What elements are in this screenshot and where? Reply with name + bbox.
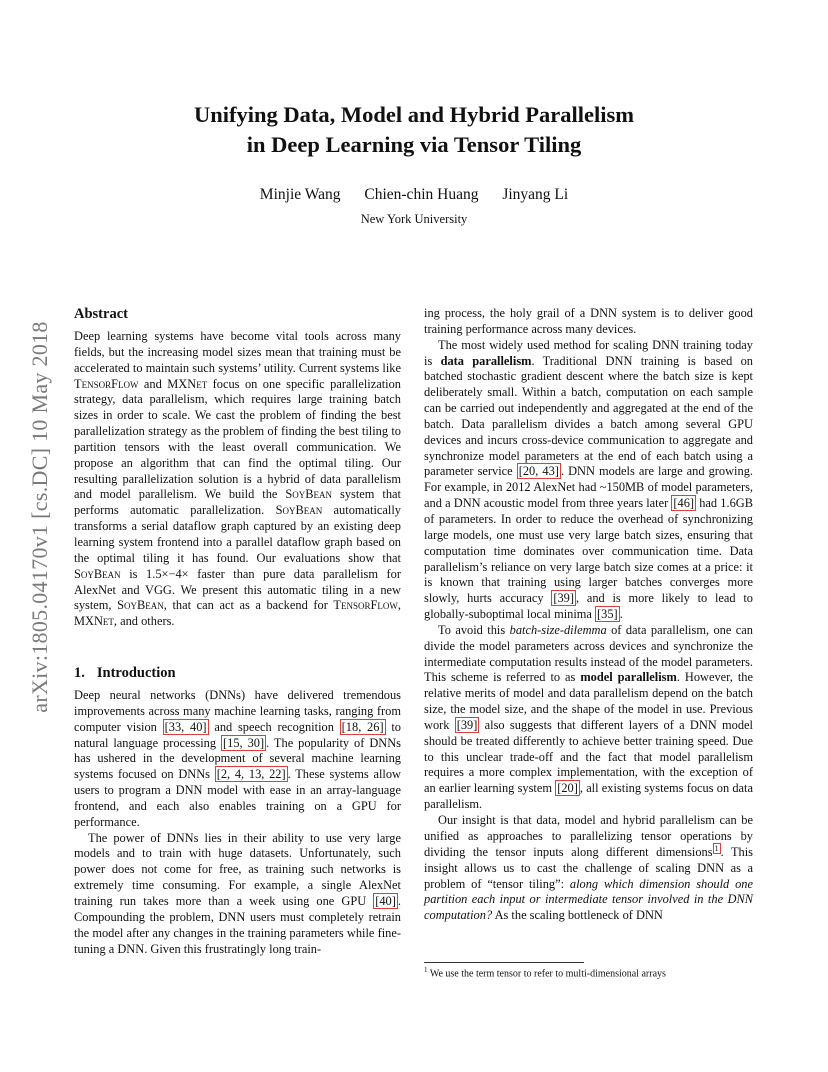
citation-link[interactable]: [18, 26] — [341, 719, 384, 734]
abstract-body: Deep learning systems have become vital tools across many fields, but the increasing model sizes mean that training must be accelerated to maintain such systems’ utility. Current systems like TensorFlow and MXNet focus on one specific parallelization strategy, data parallelism, which requires large training batch sizes in order to scale. We cast the problem of finding the best parallelization strategy as the problem of finding the best tiling to partition tensors with the least overall communication. We propose an algorithm that can find the optimal tiling. Our resulting parallelization solution is a hybrid of data parallelism and model parallelism. We build the SoyBean system that performs automatic parallelization. SoyBean automatically transforms a serial dataflow graph captured by an existing deep learning system frontend into a parallel dataflow graph based on the optimal tiling it has found. Our evaluations show that SoyBean is 1.5×−4× faster than pure data parallelism for AlexNet and VGG. We present this automatic tiling in a new system, SoyBean, that can act as a backend for TensorFlow, MXNet, and others. — [74, 329, 401, 629]
footnote-mark: 1 — [424, 966, 428, 974]
affiliation: New York University — [360, 212, 468, 226]
arxiv-sidebar — [20, 272, 60, 762]
author-name: Jinyang Li — [502, 186, 569, 203]
footnote-rule — [424, 962, 584, 963]
intro-paragraph-4: To avoid this batch-size-dilemma of data parallelism, one can divide the model parameters across devices and synchronize the intermediate computation results instead of the model parameters. This scheme is referred to as model parallelism. However, the relative merits of model and data parallelism depend on the batch size, the model size, and the shape of the model in use. Previous work [39] also suggests that different layers of a DNN model should be treated differently to achieve better training speed. Due to this unclear trade-off and the fact that model parallelism requires a more complex implementation, with the exception of an earlier learning system [20] , all existing systems focus on data parallelism. — [424, 622, 754, 812]
footnote-link[interactable]: 1 — [714, 843, 719, 853]
intro-paragraph-3: The most widely used method for scaling DNN training today is data parallelism. Traditional DNN training is based on batched stochastic gradient descent where the batch size is kept deliberately small. Within a batch, computation on each sample can be carried out independently and aggregated at the end of the batch. Data parallelism divides a batch among several GPU devices and incurs cross-device communication to aggregate and synchronize model parameters at the end of each batch using a parameter service [20, 43] . DNN models are large and growing. For example, in 2012 AlexNet had ~150MB of model parameters, and a DNN acoustic model from three years later [46] had 1.6GB of parameters. In order to reduce the overhead of synchronizing large models, one must use very large batch sizes, ensuring that computation time dominates over communication time. Data parallelism’s reliance on very large batch size comes at a price: it is known that training using larger batches converges more slowly, hurts accuracy [39] , and is more likely to lead to globally-suboptimal local minima [35] . — [424, 337, 753, 622]
citation-link[interactable]: [15, 30] — [223, 735, 265, 750]
citation-link[interactable]: [39] — [553, 591, 574, 606]
citation-link[interactable]: [35] — [597, 607, 618, 622]
footnote — [424, 962, 753, 979]
abstract-heading: Abstract — [74, 306, 128, 322]
intro-paragraph-1: Deep neural networks (DNNs) have delivered tremendous improvements across many machine learning tasks, ranging from computer vision [33, 40] and speech recognition [18, 26] to natural language processing [15, 30] . The popularity of DNNs has ushered in the development of several machine learning systems focused on DNNs [2, 4, 13, 22] . These systems allow users to program a DNN model with ease in an array-language frontend, and each also enables training on a GPU for performance. — [74, 688, 401, 829]
citation-link[interactable]: [40] — [375, 894, 396, 908]
intro-paragraph-2: The power of DNNs lies in their ability to use very large models and to train with huge datasets. Unfortunately, such power does not come for free, as training such networks is extremely time consuming. For example, a single AlexNet training run takes more than a week using one GPU [40] . Compounding the problem, DNN users must completely retrain the model after any changes in the training parameters while fine-tuning a DNN. Given this frustratingly long train- — [74, 830, 401, 956]
arxiv-identifier: arXiv:1805.04170v1 [cs.DC] 10 May 2018 — [27, 321, 52, 713]
title-line-2: in Deep Learning via Tensor Tiling — [246, 132, 582, 157]
citation-link[interactable]: [20, 43] — [518, 464, 559, 479]
paper-title — [0, 100, 828, 160]
citation-link[interactable]: [46] — [673, 496, 695, 511]
footnote-text: We use the term tensor to refer to multi-dimensional arrays — [429, 968, 666, 980]
citation-link[interactable]: [39] — [456, 717, 478, 732]
section-heading-introduction: 1. Introduction — [74, 665, 176, 682]
title-line-1: Unifying Data, Model and Hybrid Parallelism — [193, 102, 634, 127]
author-name: Minjie Wang — [259, 186, 341, 203]
citation-link[interactable]: [20] — [557, 781, 578, 796]
intro-paragraph-5: Our insight is that data, model and hybrid parallelism can be unified as approaches to parallelizing tensor operations by dividing the tensor inputs along different dimensions $^1$ . This insight allows us to cast the challenge of scaling DNN as a problem of “tensor tiling”: along which dimension should one partition each input or intermediate tensor involved in the DNN computation? As the scaling bottleneck of DNN — [424, 813, 754, 923]
left-column — [74, 306, 401, 957]
citation-link[interactable]: [2, 4, 13, 22] — [216, 767, 286, 782]
right-column — [424, 306, 753, 924]
author-name: Chien-chin Huang — [364, 186, 479, 203]
citation-link[interactable]: [33, 40] — [164, 719, 207, 734]
intro-paragraph-2-continued: ing process, the holy grail of a DNN system is to deliver good training performance across many devices. — [424, 306, 753, 336]
author-list — [0, 186, 828, 204]
